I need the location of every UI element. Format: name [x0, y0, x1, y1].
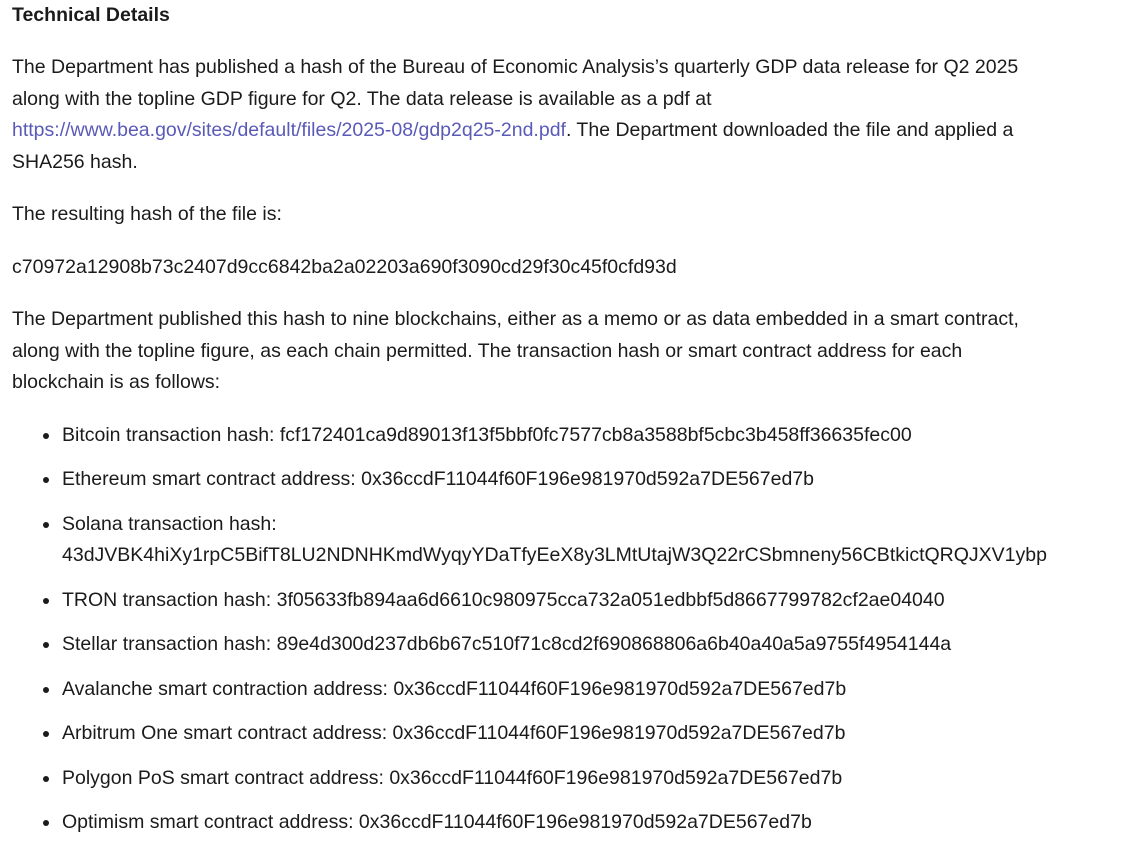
list-item-bitcoin: [12, 420, 1138, 452]
chain-value: 0x36ccdF11044f60F196e981970d592a7DE567ed7b: [361, 468, 814, 490]
intro-text-after: . The Department downloaded the file and applied a SHA256 hash.: [12, 119, 1014, 173]
list-item-avalanche: [12, 674, 1138, 706]
chain-label: Solana transaction hash:: [62, 512, 277, 535]
chain-label: Optimism smart contract address:: [62, 811, 354, 833]
chain-value: 89e4d300d237db6b67c510f71c8cd2f690868806a6b40a40a5a9755f4954144a: [276, 633, 952, 655]
chain-value: 0x36ccdF11044f60F196e981970d592a7DE567ed7b: [392, 722, 846, 744]
list-item-polygon: [12, 763, 1138, 795]
chain-label: Polygon PoS smart contract address:: [62, 766, 384, 789]
intro-paragraph: [12, 52, 1032, 178]
list-item-optimism: [12, 807, 1138, 839]
chain-label: Arbitrum One smart contract address:: [62, 722, 388, 744]
bea-pdf-link[interactable]: https://www.bea.gov/sites/default/files/2025-08/gdp2q25-2nd.pdf: [12, 119, 566, 141]
intro-text: The Department has published a hash of the Bureau of Economic Analysis’s quarterly GDP data release for Q2 2025 along with the topline GDP figure for Q2. The data release is available as a pdf at: [12, 56, 1019, 110]
chain-value: 43dJVBK4hiXy1rpC5BifT8LU2NDNHKmdWyqyYDaTfyEeX8y3LMtUtajW3Q22rCSbmneny56CBtkictQRQJXV1ybp: [62, 544, 1047, 566]
bullet-icon: [43, 687, 49, 693]
section-heading: Technical Details: [12, 4, 170, 26]
chain-value: 0x36ccdF11044f60F196e981970d592a7DE567ed7b: [358, 811, 812, 833]
chain-value: 3f05633fb894aa6d6610c980975cca732a051edbbf5d8667799782cf2ae04040: [276, 588, 945, 611]
list-item-stellar: [12, 629, 1138, 661]
list-item-arbitrum: [12, 718, 1138, 750]
hash-intro-paragraph: The resulting hash of the file is:: [12, 203, 282, 225]
bullet-icon: [43, 642, 49, 648]
chain-label: TRON transaction hash:: [62, 588, 272, 611]
chain-label: Bitcoin transaction hash:: [62, 423, 275, 446]
blockchain-list: [12, 420, 1138, 839]
chain-label: Avalanche smart contraction address:: [62, 677, 388, 700]
chain-value: 0x36ccdF11044f60F196e981970d592a7DE567ed7b: [389, 766, 843, 789]
bullet-icon: [43, 820, 49, 826]
list-item-ethereum: [12, 464, 1138, 496]
chain-label: Stellar transaction hash:: [62, 633, 272, 655]
bullet-icon: [43, 522, 49, 528]
bullet-icon: [43, 776, 49, 782]
file-hash-value: c70972a12908b73c2407d9cc6842ba2a02203a690f3090cd29f30c45f0cfd93d: [12, 255, 677, 278]
chain-value: fcf172401ca9d89013f13f5bbf0fc7577cb8a3588bf5cbc3b458ff36635fec00: [279, 423, 912, 446]
chain-value: 0x36ccdF11044f60F196e981970d592a7DE567ed7b: [393, 677, 847, 700]
bullet-icon: [43, 433, 49, 439]
list-item-tron: [12, 585, 1138, 617]
blockchains-paragraph: The Department published this hash to nine blockchains, either as a memo or as data embedded in a smart contract, along with the topline figure, as each chain permitted. The transaction hash or smart contract address for each blockchain is as follows:: [12, 308, 1019, 393]
chain-label: Ethereum smart contract address:: [62, 468, 356, 490]
bullet-icon: [43, 477, 49, 483]
list-item-solana: [12, 509, 1138, 572]
bullet-icon: [43, 598, 49, 604]
bullet-icon: [43, 731, 49, 737]
